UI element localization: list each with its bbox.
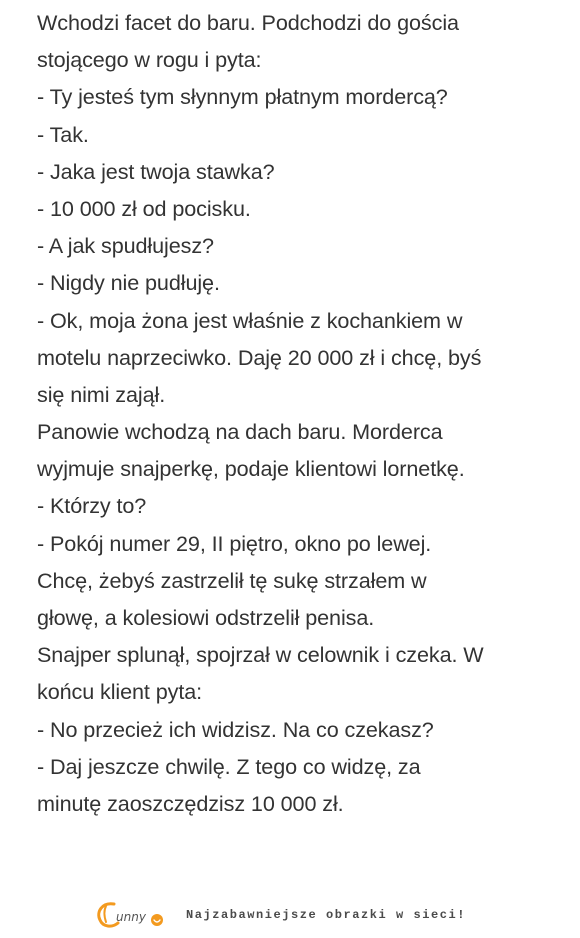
story-line: Panowie wchodzą na dach baru. Morderca — [37, 419, 443, 445]
story-line: - No przecież ich widzisz. Na co czekasz? — [37, 716, 434, 742]
logo-swirl-tail — [105, 906, 107, 922]
funny-logo-icon — [92, 900, 172, 932]
story-line: Chcę, żebyś zastrzelił tę sukę strzałem w — [37, 567, 427, 593]
logo-dot — [151, 914, 163, 926]
footer-watermark — [0, 892, 580, 938]
story-line: wyjmuje snajperkę, podaje klientowi lornetkę. — [37, 456, 465, 482]
story-line: - Jaka jest twoja stawka? — [37, 158, 275, 184]
story-line: się nimi zajął. — [37, 381, 166, 407]
footer-tagline: Najzabawniejsze obrazki w sieci! — [186, 908, 467, 922]
story-line: - Tak. — [37, 121, 89, 147]
story-line: - Ty jesteś tym słynnym płatnym mordercą? — [37, 84, 448, 110]
story-line: głowę, a kolesiowi odstrzelił penisa. — [37, 605, 375, 630]
story-line: minutę zaoszczędzisz 10 000 zł. — [37, 790, 344, 816]
story-line: Snajper splunął, spojrzał w celownik i czeka. W — [37, 642, 484, 668]
story-line: końcu klient pyta: — [37, 679, 203, 705]
story-line: motelu naprzeciwko. Daję 20 000 zł i chcę, byś — [37, 344, 482, 370]
story-line: - A jak spudłujesz? — [37, 233, 214, 259]
story-line: - Pokój numer 29, II piętro, okno po lewej. — [37, 530, 432, 556]
story-line: Wchodzi facet do baru. Podchodzi do gościa — [37, 10, 459, 35]
story-line: stojącego w rogu i pyta: — [37, 47, 262, 73]
story-line: - 10 000 zł od pocisku. — [37, 195, 251, 221]
story-line: - Którzy to? — [37, 493, 147, 519]
story-line: - Nigdy nie pudłuję. — [37, 270, 220, 296]
story-line: - Daj jeszcze chwilę. Z tego co widzę, za — [37, 753, 421, 779]
story-text — [37, 4, 573, 822]
logo-text: unny — [116, 910, 146, 924]
story-line: - Ok, moja żona jest właśnie z kochankiem w — [37, 307, 463, 333]
